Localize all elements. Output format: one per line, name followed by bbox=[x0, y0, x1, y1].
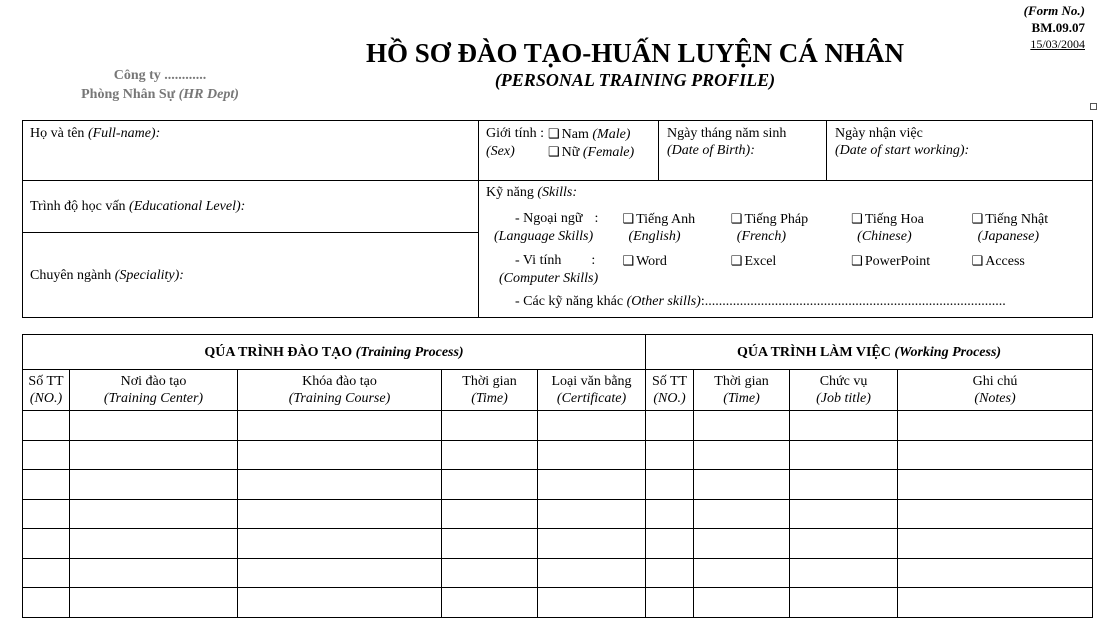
word-checkbox-icon[interactable]: ❑ bbox=[622, 253, 635, 268]
entry-cell[interactable] bbox=[694, 588, 790, 618]
working-title-en: (Working Process) bbox=[894, 344, 1002, 360]
entry-cell[interactable] bbox=[694, 470, 790, 500]
entry-cell[interactable] bbox=[538, 411, 646, 441]
start-date-label-en: (Date of start working): bbox=[835, 143, 970, 158]
sex-layout bbox=[486, 125, 658, 161]
process-table bbox=[22, 334, 1093, 618]
entry-cell[interactable] bbox=[23, 529, 70, 559]
entry-cell[interactable] bbox=[23, 588, 70, 618]
entry-cell[interactable] bbox=[646, 440, 694, 470]
entry-cell[interactable] bbox=[70, 470, 238, 500]
entry-cell[interactable] bbox=[646, 588, 694, 618]
fullname-cell[interactable] bbox=[23, 121, 479, 181]
excel-checkbox-icon[interactable]: ❑ bbox=[730, 253, 743, 268]
entry-cell[interactable] bbox=[538, 558, 646, 588]
entry-cell[interactable] bbox=[694, 440, 790, 470]
lang-japanese-label: Tiếng Nhật bbox=[985, 212, 1049, 227]
entry-cell[interactable] bbox=[790, 529, 898, 559]
entry-cell[interactable] bbox=[70, 411, 238, 441]
dob-label: Ngày tháng năm sinh bbox=[667, 126, 787, 141]
comp-word-label: Word bbox=[636, 254, 667, 269]
language-label-cell bbox=[486, 210, 622, 228]
entry-cell[interactable] bbox=[442, 588, 538, 618]
personal-info-table bbox=[22, 120, 1093, 318]
entry-cell[interactable] bbox=[898, 470, 1093, 500]
entry-cell[interactable] bbox=[898, 440, 1093, 470]
entry-cell[interactable] bbox=[790, 440, 898, 470]
entry-cell[interactable] bbox=[442, 440, 538, 470]
entry-cell[interactable] bbox=[898, 499, 1093, 529]
speciality-cell[interactable] bbox=[23, 233, 479, 318]
male-option[interactable] bbox=[548, 125, 658, 143]
skills-layout bbox=[486, 210, 1092, 310]
entry-cell[interactable] bbox=[70, 499, 238, 529]
entry-cell[interactable] bbox=[790, 588, 898, 618]
table-row bbox=[23, 411, 1093, 441]
form-no-label: (Form No.) bbox=[1023, 3, 1085, 18]
education-label: Trình độ học vấn bbox=[30, 199, 126, 214]
male-label-en: (Male) bbox=[592, 127, 631, 142]
lang-chinese-label: Tiếng Hoa bbox=[864, 212, 924, 227]
entry-cell[interactable] bbox=[238, 499, 442, 529]
entry-cell[interactable] bbox=[538, 470, 646, 500]
col-training-no: Số TT (NO.) bbox=[23, 370, 70, 411]
female-checkbox-icon[interactable]: ❑ bbox=[548, 144, 560, 159]
entry-cell[interactable] bbox=[442, 529, 538, 559]
lang-option-english[interactable] bbox=[622, 210, 730, 228]
entry-cell[interactable] bbox=[442, 499, 538, 529]
speciality-label-en: (Speciality): bbox=[114, 267, 184, 283]
comp-option-word[interactable] bbox=[622, 252, 730, 270]
other-skills-dots: :...................................................................................... bbox=[700, 294, 1006, 309]
col-training-time: Thời gian (Time) bbox=[442, 370, 538, 411]
table-row bbox=[23, 588, 1093, 618]
entry-cell[interactable] bbox=[646, 470, 694, 500]
language-colon: : bbox=[594, 211, 599, 226]
department-en: (HR Dept) bbox=[178, 87, 239, 102]
entry-cell[interactable] bbox=[442, 411, 538, 441]
education-label-en: (Educational Level): bbox=[129, 199, 246, 214]
col-training-certificate: Loại văn bằng (Certificate) bbox=[538, 370, 646, 411]
skills-cell bbox=[479, 181, 1093, 318]
working-title: QÚA TRÌNH LÀM VIỆC bbox=[736, 344, 891, 360]
entry-cell[interactable] bbox=[790, 499, 898, 529]
fullname-label: Họ và tên bbox=[30, 126, 85, 141]
entry-cell[interactable] bbox=[442, 558, 538, 588]
department bbox=[60, 85, 260, 104]
lang-french-en: (French) bbox=[736, 229, 787, 244]
language-label-en: (Language Skills) bbox=[494, 229, 594, 244]
company-name: Công ty ............ bbox=[113, 68, 207, 83]
other-skills-label: - Các kỹ năng khác bbox=[515, 294, 624, 309]
french-checkbox-icon[interactable]: ❑ bbox=[730, 211, 743, 226]
entry-cell[interactable] bbox=[23, 558, 70, 588]
department-vi: Phòng Nhân Sự bbox=[81, 87, 176, 102]
entry-cell[interactable] bbox=[23, 411, 70, 441]
lang-french-label: Tiếng Pháp bbox=[744, 212, 809, 227]
skills-label-en: (Skills: bbox=[537, 185, 577, 200]
col-training-center: Nơi đào tạo (Training Center) bbox=[70, 370, 238, 411]
page-title: HỒ SƠ ĐÀO TẠO-HUẤN LUYỆN CÁ NHÂN bbox=[365, 38, 905, 68]
entry-cell[interactable] bbox=[646, 529, 694, 559]
fullname-label-en: (Full-name): bbox=[87, 126, 161, 141]
entry-cell[interactable] bbox=[694, 529, 790, 559]
training-title: QÚA TRÌNH ĐÀO TẠO bbox=[204, 344, 353, 360]
japanese-checkbox-icon[interactable]: ❑ bbox=[971, 211, 984, 226]
dob-cell[interactable] bbox=[659, 121, 827, 181]
computer-colon: : bbox=[591, 253, 596, 268]
table-row bbox=[23, 529, 1093, 559]
entry-cell[interactable] bbox=[694, 411, 790, 441]
entry-cell[interactable] bbox=[646, 411, 694, 441]
other-skills-line[interactable] bbox=[486, 293, 1092, 310]
language-label: - Ngoại ngữ bbox=[515, 211, 583, 226]
computer-label: - Vi tính bbox=[515, 253, 562, 268]
start-date-cell[interactable] bbox=[827, 121, 1093, 181]
comp-powerpoint-label: PowerPoint bbox=[864, 254, 931, 269]
entry-cell[interactable] bbox=[442, 470, 538, 500]
comp-option-excel[interactable] bbox=[731, 252, 851, 270]
female-label-en: (Female) bbox=[582, 145, 635, 160]
corner-marker bbox=[1090, 103, 1097, 110]
entry-cell[interactable] bbox=[790, 470, 898, 500]
entry-cell[interactable] bbox=[238, 411, 442, 441]
entry-cell[interactable] bbox=[538, 440, 646, 470]
comp-access-label: Access bbox=[985, 254, 1025, 269]
education-cell[interactable] bbox=[23, 181, 479, 233]
table-row bbox=[23, 470, 1093, 500]
sex-label: Giới tính : bbox=[486, 126, 544, 141]
comp-excel-label: Excel bbox=[744, 254, 777, 269]
entry-cell[interactable] bbox=[23, 499, 70, 529]
sex-label-en: (Sex) bbox=[486, 144, 515, 159]
entry-cell[interactable] bbox=[790, 411, 898, 441]
entry-cell[interactable] bbox=[238, 558, 442, 588]
training-title-en: (Training Process) bbox=[355, 344, 464, 360]
col-working-no: Số TT (NO.) bbox=[646, 370, 694, 411]
entry-cell[interactable] bbox=[238, 529, 442, 559]
table-row bbox=[23, 440, 1093, 470]
entry-cell[interactable] bbox=[70, 558, 238, 588]
entry-cell[interactable] bbox=[898, 588, 1093, 618]
working-section-header bbox=[646, 335, 1093, 370]
sex-cell bbox=[479, 121, 659, 181]
entry-cell[interactable] bbox=[694, 499, 790, 529]
entry-cell[interactable] bbox=[898, 529, 1093, 559]
other-skills-label-en: (Other skills) bbox=[626, 294, 701, 309]
lang-option-japanese[interactable] bbox=[972, 210, 1092, 228]
male-label: Nam bbox=[561, 127, 589, 142]
col-working-job-title: Chức vụ (Job title) bbox=[790, 370, 898, 411]
col-training-course: Khóa đào tạo (Training Course) bbox=[238, 370, 442, 411]
dob-label-en: (Date of Birth): bbox=[667, 143, 755, 158]
powerpoint-checkbox-icon[interactable]: ❑ bbox=[851, 253, 863, 268]
entry-cell[interactable] bbox=[23, 470, 70, 500]
chinese-checkbox-icon[interactable]: ❑ bbox=[851, 211, 863, 226]
form-date: 15/03/2004 bbox=[1030, 37, 1085, 51]
col-working-time: Thời gian (Time) bbox=[694, 370, 790, 411]
speciality-label: Chuyên ngành bbox=[30, 267, 112, 283]
lang-chinese-en: (Chinese) bbox=[857, 229, 912, 244]
entry-cell[interactable] bbox=[538, 588, 646, 618]
female-option[interactable] bbox=[548, 143, 658, 161]
lang-english-en: (English) bbox=[628, 229, 681, 244]
start-date-label: Ngày nhận việc bbox=[835, 126, 923, 141]
english-checkbox-icon[interactable]: ❑ bbox=[622, 211, 635, 226]
comp-option-powerpoint[interactable] bbox=[851, 252, 971, 270]
entry-cell[interactable] bbox=[646, 499, 694, 529]
training-section-header bbox=[23, 335, 646, 370]
entry-cell[interactable] bbox=[70, 440, 238, 470]
col-working-notes: Ghi chú (Notes) bbox=[898, 370, 1093, 411]
entry-cell[interactable] bbox=[646, 558, 694, 588]
entry-cell[interactable] bbox=[70, 529, 238, 559]
computer-label-en: (Computer Skills) bbox=[499, 271, 599, 286]
page-subtitle: (PERSONAL TRAINING PROFILE) bbox=[494, 70, 776, 90]
company-block bbox=[60, 66, 260, 104]
lang-english-label: Tiếng Anh bbox=[636, 212, 696, 227]
entry-cell[interactable] bbox=[694, 558, 790, 588]
entry-cell[interactable] bbox=[538, 499, 646, 529]
lang-japanese-en: (Japanese) bbox=[977, 229, 1039, 244]
male-checkbox-icon[interactable]: ❑ bbox=[548, 126, 560, 141]
lang-option-chinese[interactable] bbox=[851, 210, 971, 228]
entry-cell[interactable] bbox=[898, 558, 1093, 588]
form-number-block bbox=[1024, 2, 1085, 53]
table-row bbox=[23, 558, 1093, 588]
female-label: Nữ bbox=[561, 145, 580, 160]
computer-label-cell bbox=[486, 252, 622, 270]
entry-cell[interactable] bbox=[238, 470, 442, 500]
entry-rows bbox=[23, 411, 1093, 618]
skills-label: Kỹ năng bbox=[486, 185, 534, 200]
entry-cell[interactable] bbox=[898, 411, 1093, 441]
entry-cell[interactable] bbox=[538, 529, 646, 559]
entry-cell[interactable] bbox=[70, 588, 238, 618]
lang-option-french[interactable] bbox=[731, 210, 851, 228]
entry-cell[interactable] bbox=[238, 588, 442, 618]
comp-option-access[interactable] bbox=[972, 252, 1092, 270]
entry-cell[interactable] bbox=[790, 558, 898, 588]
entry-cell[interactable] bbox=[238, 440, 442, 470]
title-block bbox=[280, 36, 990, 90]
access-checkbox-icon[interactable]: ❑ bbox=[971, 253, 984, 268]
table-row bbox=[23, 499, 1093, 529]
entry-cell[interactable] bbox=[23, 440, 70, 470]
form-code: BM.09.07 bbox=[1031, 20, 1085, 35]
